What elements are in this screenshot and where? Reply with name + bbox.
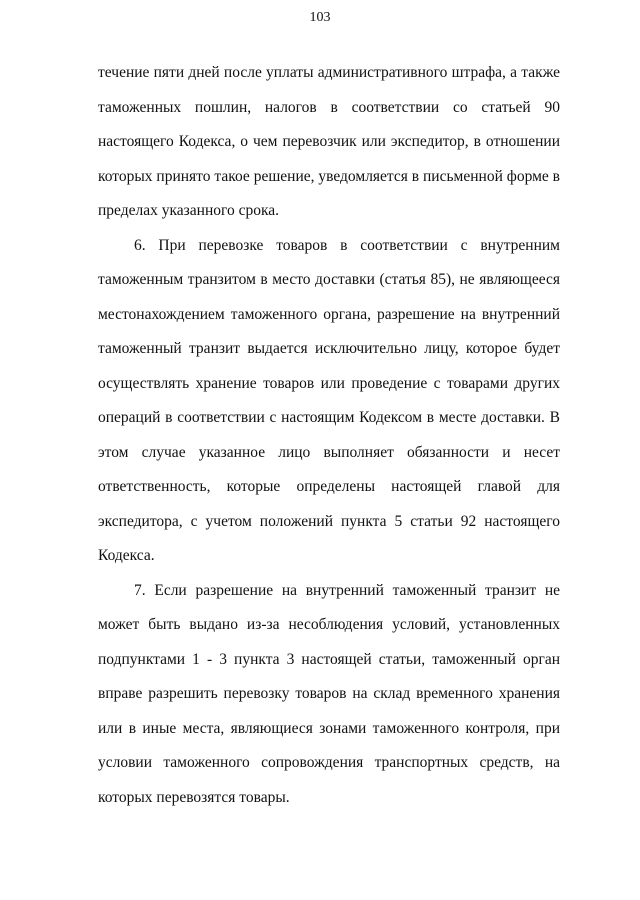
page-number: 103 <box>309 10 331 25</box>
paragraph-item-6: 6. При перевозке товаров в соответствии с внутренним таможенным транзитом в место доставки (статья 85), не являющееся местонахождением таможенного органа, разрешение на внутренний таможенный транзит выдается исключительно лицу, которое будет осуществлять хранение товаров или проведение с товарами других операций в соответствии с настоящим Кодексом в месте доставки. В этом случае указанное лицо выполняет обязанности и несет ответственность, которые определены настоящей главой для экспедитора, с учетом положений пункта 5 статьи 92 настоящего Кодекса. <box>98 236 560 564</box>
document-body <box>98 56 560 815</box>
paragraph-item-7: 7. Если разрешение на внутренний таможенный транзит не может быть выдано из-за несоблюдения условий, установленных подпунктами 1 - 3 пункта 3 настоящей статьи, таможенный орган вправе разрешить перевозку товаров на склад временного хранения или в иные места, являющиеся зонами таможенного контроля, при условии таможенного сопровождения транспортных средств, на которых перевозятся товары. <box>98 581 560 806</box>
paragraph-continuation: течение пяти дней после уплаты административного штрафа, а также таможенных пошлин, налогов в соответствии со статьей 90 настоящего Кодекса, о чем перевозчик или экспедитор, в отношении которых принято такое решение, уведомляется в письменной форме в пределах указанного срока. <box>98 64 560 219</box>
